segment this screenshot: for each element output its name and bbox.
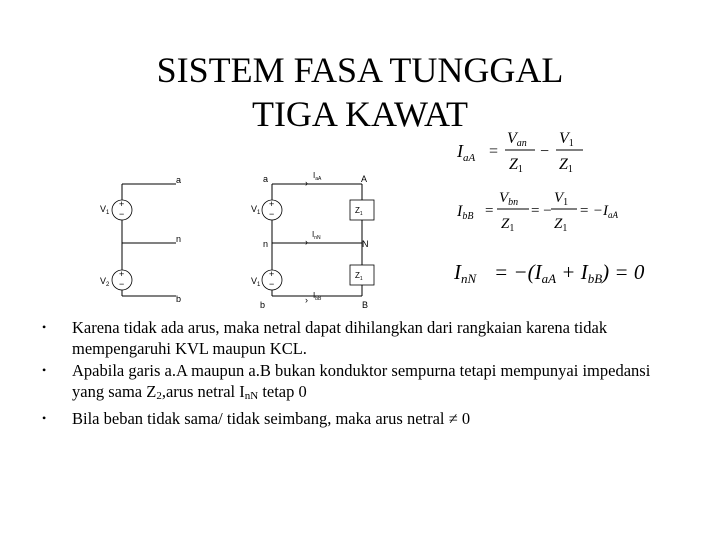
- minus-mid-top: −: [269, 209, 275, 219]
- bullet-symbol: •: [42, 411, 47, 425]
- eq1-den2: Z1: [559, 156, 573, 175]
- eq2-num1: $V_{bn}$: [499, 190, 519, 208]
- bullet-symbol: •: [42, 320, 47, 334]
- label-A: A: [361, 174, 368, 184]
- eq2-den2: $Z_1$: [554, 216, 568, 234]
- bullet-item: [40, 317, 680, 359]
- label-n-left: n: [176, 234, 182, 244]
- load-top: [350, 200, 374, 220]
- label-b-mid: b: [260, 300, 266, 310]
- load-bottom: [350, 265, 374, 285]
- bullet-item: [40, 408, 680, 429]
- eq2-mid: = −: [531, 203, 552, 219]
- plus-mid-bot: +: [269, 269, 275, 279]
- arrow-bB: ›: [305, 295, 308, 305]
- label-v2-mid: $V_1$: [251, 276, 261, 288]
- eq2-lhs: IbB: [457, 203, 474, 222]
- minus-left-top: −: [119, 209, 125, 219]
- label-a-mid: a: [263, 174, 269, 184]
- equation-1: [455, 125, 595, 180]
- eq2-rhs: = $-I_{aA}$: [579, 203, 618, 220]
- label-v1-mid: $V_1$: [251, 204, 261, 216]
- bullet-text: Bila beban tidak sama/ tidak seimbang, maka arus netral ≠ 0: [72, 409, 471, 428]
- label-v2-left: $V_2$: [100, 276, 110, 288]
- minus-left-bot: −: [119, 279, 125, 289]
- label-N: N: [362, 239, 369, 249]
- eq1-den1: Z1: [509, 156, 523, 175]
- bullet-text: Karena tidak ada arus, maka netral dapat dihilangkan dari rangkaian karena tidak mempengaruhi KVL maupun KCL.: [72, 318, 608, 358]
- eq3-rhs: = −(IaA + IbB) = 0: [494, 260, 645, 286]
- label-i-nN: $I_{nN}$: [312, 230, 321, 241]
- plus-mid-top: +: [269, 199, 275, 209]
- eq2-equals: =: [485, 203, 494, 219]
- label-i-aA: $I_{aA}$: [313, 171, 322, 182]
- bullet-symbol: •: [42, 363, 47, 377]
- eq2-den1: $Z_1$: [501, 216, 515, 234]
- arrow-nN: ›: [305, 237, 308, 247]
- label-v1-left: $V_1$: [100, 204, 110, 216]
- plus-left-top: +: [119, 199, 125, 209]
- bullet-item: [40, 360, 680, 407]
- label-z-top: $Z_1$: [355, 206, 363, 217]
- label-i-bB: $I_{bB}$: [313, 291, 322, 302]
- bullet-list: [40, 317, 680, 430]
- eq1-equals: =: [489, 143, 499, 160]
- eq1-num2: V1: [559, 130, 574, 149]
- eq2-num2: $V_1$: [554, 190, 569, 208]
- title-line-1: SISTEM FASA TUNGGAL: [156, 50, 564, 90]
- plus-left-bot: +: [119, 269, 125, 279]
- label-a-left: a: [176, 175, 182, 185]
- equation-2: [455, 185, 625, 240]
- equation-3: [452, 255, 662, 291]
- eq1-num1: Van: [507, 130, 527, 149]
- eq3-lhs: InN: [454, 260, 477, 286]
- minus-mid-bot: −: [269, 279, 275, 289]
- label-B: B: [362, 300, 369, 310]
- label-b-left: b: [176, 294, 182, 304]
- title-line-2: TIGA KAWAT: [251, 94, 469, 134]
- label-n-mid: n: [263, 239, 269, 249]
- label-z-bot: $Z_1$: [355, 271, 363, 282]
- eq1-minus: −: [540, 143, 550, 160]
- eq1-lhs: $I_{aA}$: [457, 141, 476, 164]
- arrow-aA: ›: [305, 178, 308, 188]
- bullet-text: Apabila garis a.A maupun a.B bukan konduktor sempurna tetapi mempunyai impedansi yang sama $Z_2,arus$ netral $I_{nN}$ tetap 0: [72, 361, 651, 402]
